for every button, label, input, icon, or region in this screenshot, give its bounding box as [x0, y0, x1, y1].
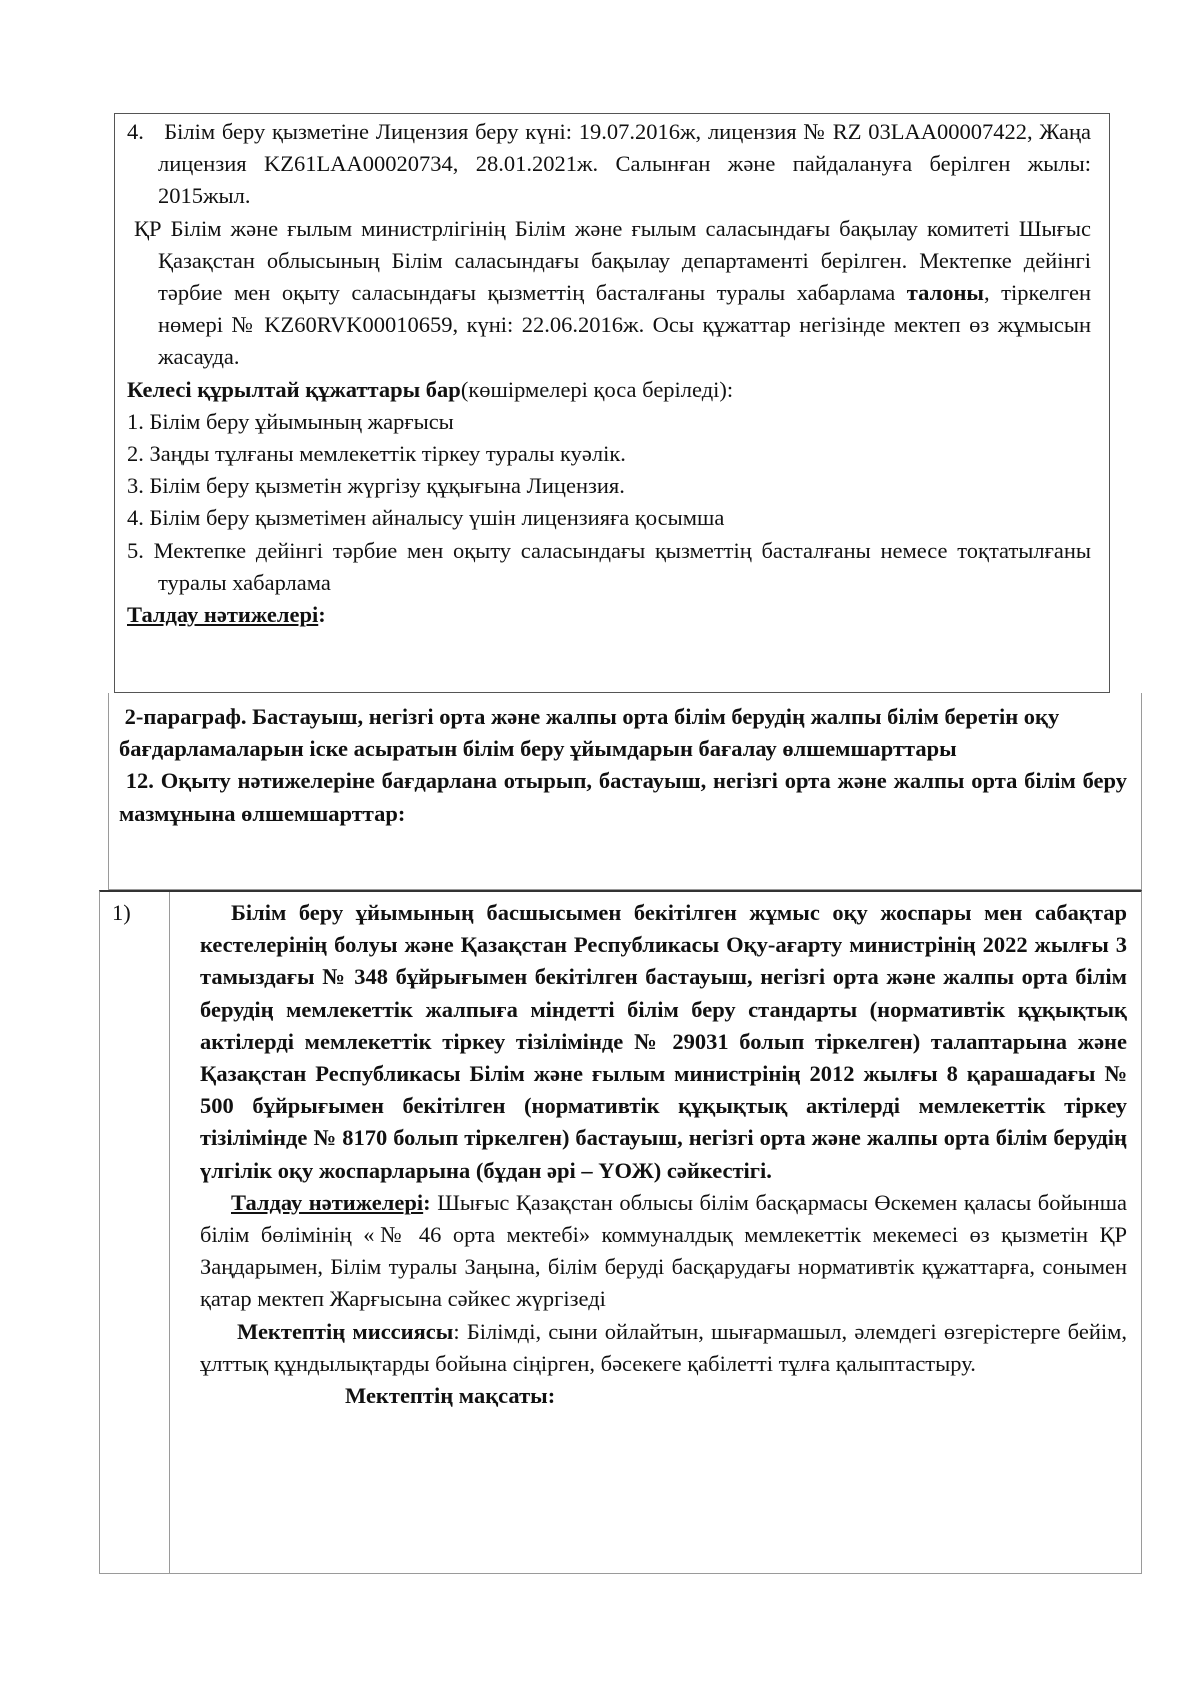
control-committee-paragraph — [127, 213, 1091, 374]
list-item-number: 5. — [127, 537, 144, 563]
list-item-text: Білім беру қызметін жүргізу құқығына Лицензия. — [149, 473, 625, 499]
criterion-bold-text: Білім беру ұйымының басшысымен бекітілген жұмыс оқу жоспары мен сабақтар кестелерінің болуы және Қазақстан Республикасы Оқу-ағарту министрінің 2022 жылғы 3 тамыздағы № 348 бұйрығымен бекітілген бастауыш, негізгі орта және жалпы орта білім берудің мемлекеттік жалпыға міндетті білім беру стандарты (нормативтік құқықтық актілерді мемлекеттік тіркеу тізілімінде № 29031 болып тіркелген) талаптарына және Қазақстан Республикасы Білім және ғылым министрінің 2012 жылғы 8 қарашадағы № 500 бұйрығымен бекітілген (нормативтік құқықтық актілерді мемлекеттік тіркеу тізілімінде № 8170 болып тіркелген) бастауыш, негізгі орта және жалпы орта білім берудің үлгілік оқу жоспарларына (бұдан әрі – ҮОЖ) сәйкестігі. — [200, 900, 1127, 1183]
list-item — [127, 535, 1091, 599]
analysis-results-label: Талдау нәтижелері — [231, 1189, 424, 1215]
founding-docs-list — [127, 406, 1091, 599]
criteria-header-box — [108, 693, 1142, 890]
goal-label: Мектептің мақсаты: — [345, 1383, 556, 1409]
talon-word: талоны — [906, 280, 984, 306]
criterion-text — [200, 897, 1127, 1187]
list-item-number: 4. — [127, 505, 144, 531]
list-item — [127, 470, 1091, 502]
analysis-results-text: Шығыс Қазақстан облысы білім басқармасы Өскемен қаласы бойынша білім бөлімінің «№ 46 орта мектебі» коммуналдық мемлекеттік мекемесі өз қызметін ҚР Заңдарымен, Білім туралы Заңына, білім беруді басқарудағы нормативтік құжаттарға, сонымен қатар мектеп Жарғысына сәйкес жүргізеді — [200, 1189, 1128, 1312]
license-item-number: 4. — [127, 119, 144, 144]
list-item-text: Заңды тұлғаны мемлекеттік тіркеу туралы куәлік. — [149, 441, 626, 467]
list-item — [127, 406, 1091, 438]
list-item — [127, 502, 1091, 534]
analysis-results-label: Талдау нәтижелері — [127, 602, 319, 628]
row-content-cell — [171, 892, 1141, 1412]
paragraph-title-text: 2-параграф. Бастауыш, негізгі орта және жалпы орта білім берудің жалпы білім беретін оқу бағдарламаларын іске асыратын білім беру ұйымдарын бағалау өлшемшарттары — [119, 704, 1060, 762]
list-item — [127, 438, 1091, 470]
mission-label: Мектептің миссиясы — [237, 1318, 454, 1344]
analysis-results-heading — [127, 599, 1091, 631]
analysis-results-colon: : — [423, 1189, 431, 1215]
founding-docs-heading-bold: Келесі құрылтай құжаттары бар — [127, 376, 461, 402]
list-item-number: 1. — [127, 408, 144, 434]
criterion-table-row — [99, 890, 1142, 1574]
paragraph-title — [119, 701, 1127, 765]
list-item-number: 3. — [127, 473, 144, 499]
license-item-text: Білім беру қызметіне Лицензия беру күні: 19.07.2016ж, лицензия № RZ 03LAA00007422, Жаңа лицензия KZ61LAA00020734, 28.01.2021ж. Салынған және пайдалануға берілген жылы: 2015жыл. — [158, 119, 1091, 209]
founding-docs-heading — [127, 374, 1091, 406]
goal-heading — [200, 1380, 1127, 1412]
committee-text-prefix: ҚР Білім және ғылым министрлігінің Білім және ғылым саласындағы бақылау комитеті Шығыс Қазақстан облысының Білім саласындағы бақылау департаменті берілген. Мектепке дейінгі тәрбие мен оқыту саласындағы қызметтің басталғаны туралы хабарлама — [134, 215, 1091, 306]
row-number: 1) — [112, 900, 131, 925]
row-number-cell — [100, 892, 170, 1573]
criteria-title-text: 12. Оқыту нәтижелеріне бағдарлана отырып, бастауыш, негізгі орта және жалпы орта білім беру мазмұнына өлшемшарттар: — [119, 768, 1128, 826]
founding-docs-heading-rest: (көшірмелері қоса беріледі): — [460, 376, 734, 402]
criteria-title — [119, 765, 1127, 829]
list-item-text: Білім беру қызметімен айналысу үшін лицензияға қосымша — [149, 505, 725, 531]
list-item-number: 2. — [127, 441, 144, 467]
analysis-results-paragraph — [200, 1187, 1127, 1316]
analysis-results-colon: : — [318, 602, 326, 628]
mission-text: : Білімді, сыни ойлайтын, шығармашыл, әлемдегі өзгерістерге бейім, ұлттық құндылықтарды бойына сіңірген, бәсекеге қабілетті тұлға қалыптастыру. — [200, 1318, 1127, 1376]
licensing-info-box — [114, 113, 1110, 693]
license-item — [127, 116, 1091, 213]
list-item-text: Мектепке дейінгі тәрбие мен оқыту саласындағы қызметтің басталғаны немесе тоқтатылғаны туралы хабарлама — [153, 537, 1092, 595]
list-item-text: Білім беру ұйымының жарғысы — [149, 408, 454, 434]
mission-paragraph — [200, 1316, 1127, 1380]
committee-text-suffix: , тіркелген нөмері № KZ60RVK00010659, күні: 22.06.2016ж. Осы құжаттар негізінде мектеп өз жұмысын жасауда. — [158, 280, 1091, 370]
